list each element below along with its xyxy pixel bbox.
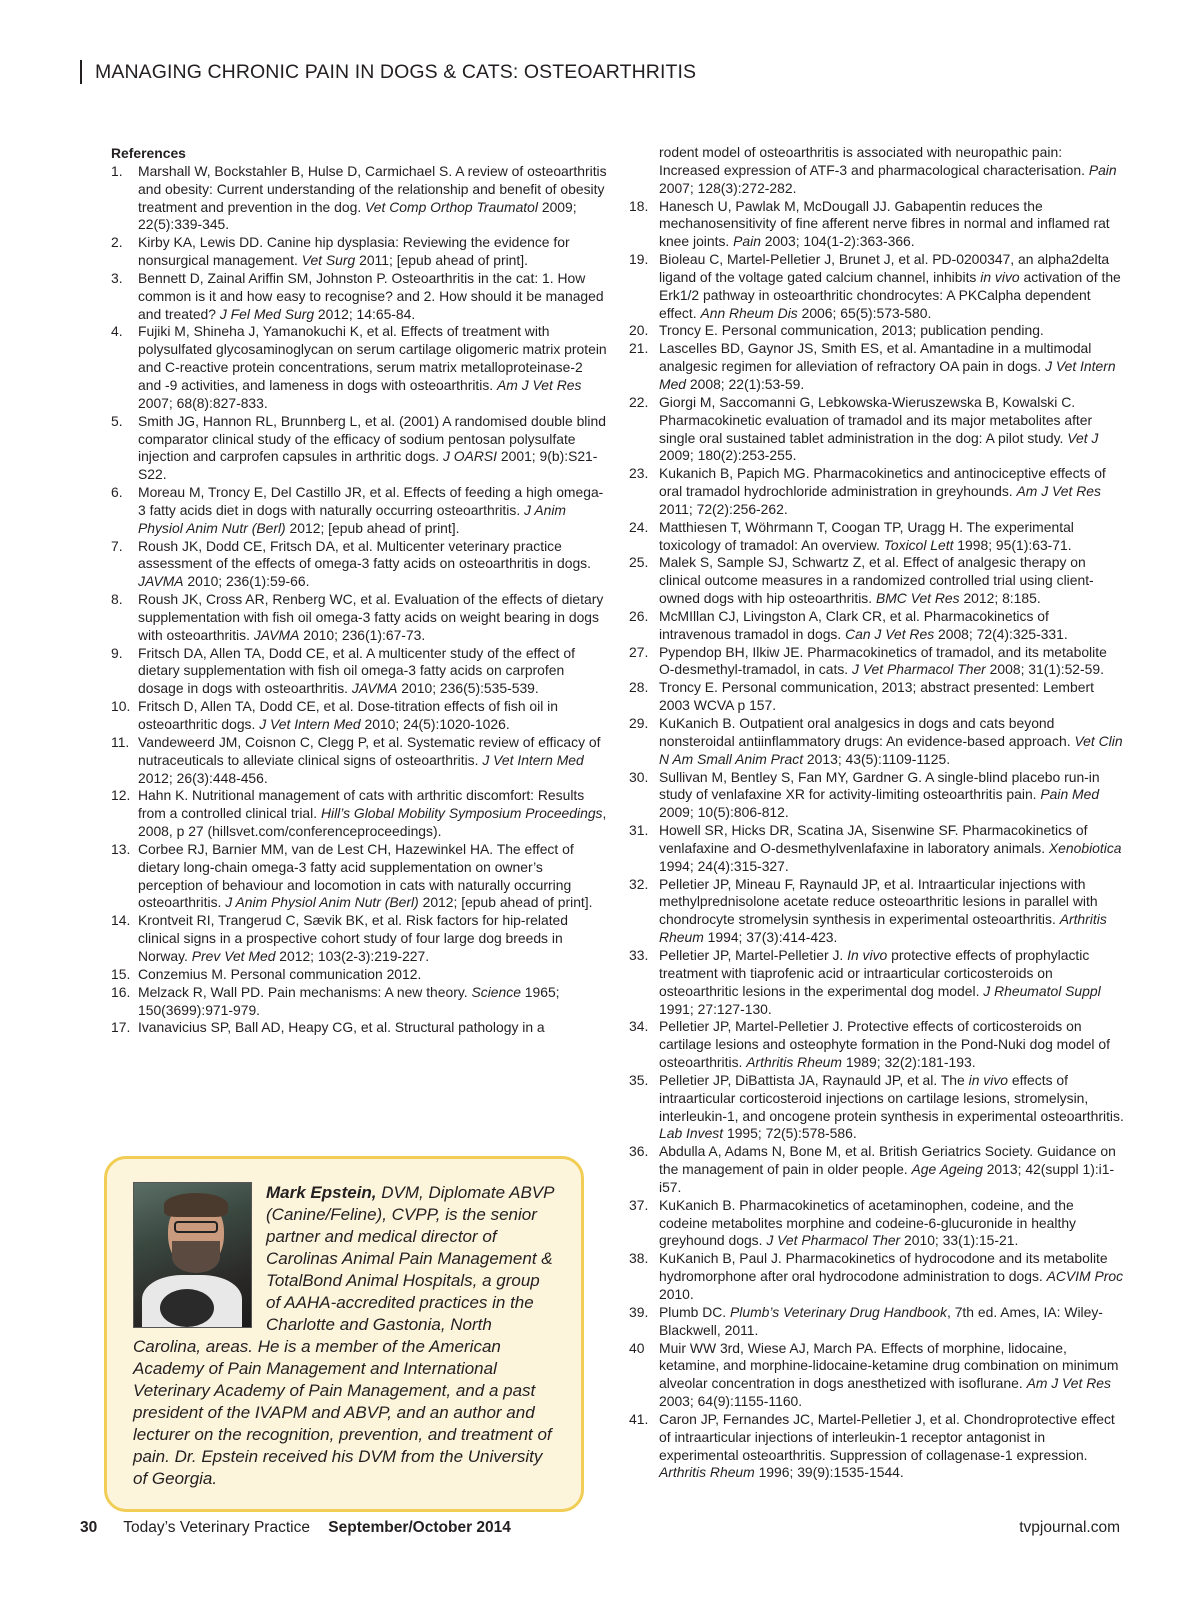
reference-item — [111, 484, 608, 538]
reference-item — [629, 1304, 1124, 1340]
reference-text: Smith JG, Hannon RL, Brunnberg L, et al. (2001) A randomised double blind comparator clinical study of the efficacy of sodium pentosan polysulfate injection and carprofen capsules in arthritic dogs. — [138, 412, 606, 465]
journal-title: J Vet Intern Med — [259, 716, 361, 732]
reference-text: Giorgi M, Saccomanni G, Lebkowska-Wieruszewska B, Kowalski C. Pharmacokinetic evaluation of tramadol and its major metabolites after single oral sustained tablet administration in the dog: A pilot study. — [659, 393, 1093, 446]
reference-item — [111, 912, 608, 966]
reference-item — [629, 1143, 1124, 1197]
reference-text: Corbee RJ, Barnier MM, van de Lest CH, Hazewinkel HA. The effect of dietary long-chain omega-3 fatty acid supplementation on owner’s perception of behaviour and locomotion in cats with naturally occurring osteoarthritis. — [138, 840, 574, 911]
journal-title: Can J Vet Res — [845, 625, 935, 642]
reference-text: , 2008, p 27 (hillsvet.com/conferenceproceedings). — [138, 805, 607, 840]
reference-text: Muir WW 3rd, Wiese AJ, March PA. Effects of morphine, lidocaine, ketamine, and morphine-lidocaine-ketamine drug combination on minimum alveolar concentration in dogs anesthetized with isoflurane. — [659, 1339, 1119, 1392]
reference-text: 2012; [epub ahead of print]. — [285, 519, 460, 536]
page-number: 30 — [80, 1519, 98, 1536]
reference-text: 2012; 14:65-84. — [314, 305, 416, 322]
reference-number: 30. — [629, 768, 649, 785]
reference-text: KuKanich B. Pharmacokinetics of acetaminophen, codeine, and the codeine metabolites morphine and codeine-6-glucuronide in healthy greyhound dogs. — [659, 1196, 1076, 1249]
reference-text: protective effects of prophylactic treatment with tiaprofenic acid or intraarticular corticosteroids on osteoarthritic lesions in the experimental dog model. — [659, 946, 1090, 999]
reference-text: Marshall W, Bockstahler B, Hulse D, Carmichael S. A review of osteoarthritis and obesity: Current understanding of the relationship and benefit of obesity treatment and prevention in the dog. — [138, 162, 607, 215]
reference-text: effects of intraarticular corticosteroid injections on cartilage lesions, stromelysin, interleukin-1, and oncogene protein synthesis in experimental osteoarthritis. — [659, 1071, 1124, 1124]
journal-title: in vivo — [980, 268, 1020, 285]
journal-title: In vivo — [847, 946, 888, 963]
reference-number: 32. — [629, 875, 649, 892]
reference-text: 2012; [epub ahead of print]. — [418, 894, 593, 911]
reference-text: 1998; 95(1):63-71. — [953, 536, 1072, 553]
reference-number: 10. — [111, 698, 131, 715]
reference-number: 40 — [629, 1339, 645, 1356]
reference-text: 2012; 103(2-3):219-227. — [275, 947, 430, 964]
reference-item — [111, 591, 608, 645]
reference-number: 37. — [629, 1196, 649, 1213]
journal-title: ACVIM Proc — [1046, 1268, 1124, 1285]
reference-number: 11. — [111, 733, 130, 750]
reference-item — [629, 251, 1124, 322]
reference-text: Pelletier JP, Martel-Pelletier J. Protective effects of corticosteroids on cartilage lesions and osteophyte formation in the Pond-Nuki dog model of osteoarthritis. — [659, 1018, 1110, 1071]
journal-title: JAVMA — [351, 680, 398, 697]
journal-title: Prev Vet Med — [191, 947, 276, 964]
reference-item — [629, 465, 1124, 519]
reference-item — [629, 322, 1124, 340]
reference-item — [111, 966, 608, 984]
reference-item — [629, 822, 1124, 876]
references-list-right — [629, 198, 1124, 1483]
reference-number: 35. — [629, 1071, 649, 1088]
reference-text: rodent model of osteoarthritis is associated with neuropathic pain: Increased expression of ATF-3 and pharmacological characterisation. — [659, 144, 1089, 178]
reference-text: Plumb DC. — [659, 1303, 731, 1320]
reference-item — [111, 413, 608, 484]
author-bio-box — [104, 1156, 584, 1512]
reference-item — [629, 1250, 1124, 1304]
reference-text: Matthiesen T, Wöhrmann T, Coogan TP, Uragg H. The experimental toxicology of tramadol: An overview. — [659, 518, 1074, 553]
journal-title: Xenobiotica — [1048, 839, 1122, 856]
reference-item — [111, 841, 608, 912]
reference-text: 2012; 26(3):448-456. — [138, 769, 268, 786]
reference-item — [111, 984, 608, 1020]
reference-text: 2009; 22(5):339-345. — [138, 198, 577, 233]
reference-number: 27. — [629, 643, 649, 660]
references-list-left — [111, 163, 608, 1037]
reference-number: 24. — [629, 518, 649, 535]
issue-date: September/October 2014 — [328, 1519, 511, 1536]
reference-item — [629, 1340, 1124, 1411]
journal-title: Lab Invest — [659, 1125, 724, 1142]
journal-title: Toxicol Lett — [883, 536, 954, 553]
reference-text: 1995; 72(5):578-586. — [723, 1125, 857, 1142]
reference-text: 2008; 31(1):52-59. — [985, 661, 1104, 678]
reference-item — [111, 787, 608, 841]
reference-text: 1996; 39(9):1535-1544. — [754, 1464, 904, 1481]
reference-text: Fujiki M, Shineha J, Yamanokuchi K, et al. Effects of treatment with polysulfated glycosaminoglycan on serum cartilage oligomeric matrix protein and C-reactive protein concentrations, serum matrix metalloproteinase-2 and -9 activities, and lameness in dogs with osteoarthritis. — [138, 323, 607, 393]
reference-text: 2011; 72(2):256-262. — [659, 500, 788, 517]
reference-text: 2011; [epub ahead of print]. — [355, 252, 528, 269]
reference-text: Hahn K. Nutritional management of cats with arthritic discomfort: Results from a controlled clinical trial. — [138, 787, 585, 822]
reference-number: 15. — [111, 965, 131, 982]
reference-text: 1994; 37(3):414-423. — [703, 929, 838, 946]
journal-title: Arthritis Rheum — [659, 1464, 755, 1481]
reference-text: Bioleau C, Martel-Pelletier J, Brunet J, et al. PD-0200347, an alpha2delta ligand of the voltage gated calcium channel, inhibits — [659, 251, 1110, 285]
author-bio-text: DVM, Diplomate ABVP (Canine/Feline), CVPP, is the senior partner and medical director of Carolinas Animal Pain Management & TotalBond Animal Hospitals, a group of AAHA-accredited practices in the Charlotte and Gastonia, North Carolina, areas. He is a member of the American Academy of Pain Management and International Veterinary Academy of Pain Management, and a past president of the IVAPM and ABVP, and an author and lecturer on the recognition, prevention, and treatment of pain. Dr. Epstein received his DVM from the University of Georgia. — [133, 1183, 554, 1488]
journal-title: Plumb’s Veterinary Drug Handbook — [730, 1303, 947, 1320]
journal-title: Age Ageing — [911, 1161, 983, 1178]
reference-number: 23. — [629, 465, 649, 482]
reference-text: Malek S, Sample SJ, Schwartz Z, et al. Effect of analgesic therapy on clinical outcome measures in a randomized controlled trial using client-owned dogs with hip osteoarthritis. — [659, 554, 1094, 607]
reference-item — [629, 1197, 1124, 1251]
references-heading: References — [111, 145, 186, 161]
reference-text: 2010; 24(5):1020-1026. — [360, 716, 510, 732]
reference-number: 34. — [629, 1018, 649, 1035]
reference-number: 25. — [629, 554, 649, 571]
reference-text: 2008; 72(4):325-331. — [934, 625, 1068, 642]
reference-text: Kukanich B, Papich MG. Pharmacokinetics and antinociceptive effects of oral tramadol hydrochloride administration in greyhounds. — [659, 465, 1106, 500]
journal-title: JAVMA — [253, 626, 300, 643]
reference-item — [629, 1411, 1124, 1482]
reference-number: 28. — [629, 679, 649, 696]
references-column-right — [629, 144, 1124, 1482]
journal-title: J Vet Pharmacol Ther — [766, 1232, 901, 1249]
journal-title: J Vet Intern Med — [659, 358, 1116, 392]
reference-number: 20. — [629, 322, 649, 339]
reference-number: 29. — [629, 715, 649, 731]
journal-title: J OARSI — [443, 448, 498, 465]
reference-text: Ivanavicius SP, Ball AD, Heapy CG, et al. Structural pathology in a — [138, 1019, 545, 1036]
journal-title: Pain — [733, 233, 761, 250]
reference-item — [629, 394, 1124, 465]
page-footer — [80, 1519, 1120, 1537]
journal-title: J Anim Physiol Anim Nutr (Berl) — [225, 894, 419, 911]
journal-title: J Rheumatol Suppl — [983, 982, 1101, 999]
reference-number: 7. — [111, 537, 123, 554]
journal-title: Vet Surg — [301, 252, 356, 269]
reference-number: 36. — [629, 1143, 649, 1160]
reference-item — [629, 198, 1124, 252]
reference-text: Troncy E. Personal communication, 2013; abstract presented: Lembert 2003 WCVA p 157. — [659, 679, 1094, 714]
reference-number: 3. — [111, 269, 123, 286]
reference-number: 22. — [629, 393, 649, 410]
reference-number: 33. — [629, 946, 649, 963]
reference-text: 2013; 42(suppl 1):i1-i57. — [659, 1161, 1115, 1195]
reference-text: Pelletier JP, Martel-Pelletier J. — [659, 946, 848, 963]
reference-item — [629, 554, 1124, 608]
reference-text: Fritsch D, Allen TA, Dodd CE, et al. Dose-titration effects of fish oil in osteoarthritic dogs. — [138, 698, 558, 732]
reference-text: 2006; 65(5):573-580. — [797, 304, 932, 321]
journal-title: in vivo — [968, 1071, 1008, 1088]
reference-text: Abdulla A, Adams N, Bone M, et al. British Geriatrics Society. Guidance on the management of pain in older people. — [659, 1143, 1116, 1178]
reference-text: Krontveit RI, Trangerud C, Sævik BK, et al. Risk factors for hip-related clinical signs in a prospective cohort study of four large dog breeds in Norway. — [138, 912, 569, 964]
reference-number: 19. — [629, 251, 649, 268]
reference-text: 2003; 64(9):1155-1160. — [659, 1393, 803, 1410]
reference-text: Sullivan M, Bentley S, Fan MY, Gardner G. A single-blind placebo run-in study of venlafaxine XR for activity-limiting osteoarthritis pain. — [659, 768, 1100, 803]
reference-17-continuation — [629, 144, 1124, 198]
reference-text: 2012; 8:185. — [959, 590, 1041, 607]
journal-title: Am J Vet Res — [1026, 1375, 1111, 1392]
journal-title: JAVMA — [138, 573, 184, 590]
reference-text: KuKanich B, Paul J. Pharmacokinetics of hydrocodone and its metabolite hydromorphone after oral hydrocodone administration to dogs. — [659, 1250, 1108, 1285]
reference-item — [111, 163, 608, 234]
reference-text: 2007; 68(8):827-833. — [138, 394, 268, 411]
reference-text: 1989; 32(2):181-193. — [841, 1054, 976, 1071]
reference-text: 2009; 10(5):806-812. — [659, 804, 789, 821]
reference-number: 13. — [111, 840, 131, 857]
reference-number: 16. — [111, 983, 131, 1000]
reference-item — [629, 876, 1124, 947]
reference-number: 8. — [111, 591, 123, 608]
reference-text: 2009; 180(2):253-255. — [659, 447, 797, 464]
reference-text: 2010; 33(1):15-21. — [900, 1232, 1019, 1249]
reference-text: 2001; 9(b):S21-S22. — [138, 448, 598, 483]
reference-text: Lascelles BD, Gaynor JS, Smith ES, et al. Amantadine in a multimodal analgesic regimen for alleviation of refractory OA pain in dogs. — [659, 340, 1092, 375]
reference-text: Conzemius M. Personal communication 2012. — [138, 965, 422, 982]
reference-item — [629, 1018, 1124, 1072]
reference-text: , 7th ed. Ames, IA: Wiley-Blackwell, 2011. — [659, 1303, 1103, 1338]
reference-item — [111, 645, 608, 699]
reference-number: 6. — [111, 484, 123, 501]
reference-text: 1994; 24(4):315-327. — [659, 857, 789, 874]
reference-number: 41. — [629, 1410, 649, 1427]
journal-title: Hill’s Global Mobility Symposium Proceedings — [320, 805, 603, 822]
journal-title: Arthritis Rheum — [659, 911, 1107, 946]
reference-number: 12. — [111, 787, 131, 804]
journal-title: J Vet Pharmacol Ther — [852, 661, 986, 678]
reference-text: 2013; 43(5):1109-1125. — [803, 750, 951, 767]
reference-text: Roush JK, Dodd CE, Fritsch DA, et al. Multicenter veterinary practice assessment of the effects of omega-3 fatty acids on osteoarthritis in dogs. — [138, 537, 591, 572]
publication-name: Today’s Veterinary Practice — [123, 1519, 310, 1536]
reference-text: Pypendop BH, Ilkiw JE. Pharmacokinetics of tramadol, and its metabolite O-desmethyl-tramadol, in cats. — [659, 643, 1107, 678]
reference-item — [111, 538, 608, 592]
reference-text: McMIllan CJ, Livingston A, Clark CR, et al. Pharmacokinetics of intravenous tramadol in dogs. — [659, 607, 1049, 642]
reference-item — [629, 608, 1124, 644]
reference-text: Bennett D, Zainal Ariffin SM, Johnston P. Osteoarthritis in the cat: 1. How common is it and how easy to recognise? and 2. How should it be managed and treated? — [138, 269, 604, 322]
reference-text: 1991; 27:127-130. — [659, 1000, 772, 1017]
journal-title: BMC Vet Res — [875, 590, 960, 607]
reference-number: 39. — [629, 1303, 649, 1320]
reference-text: Troncy E. Personal communication, 2013; publication pending. — [659, 322, 1044, 339]
author-photo — [133, 1182, 252, 1328]
reference-item — [629, 340, 1124, 394]
reference-number: 26. — [629, 607, 649, 624]
reference-text: 2003; 104(1-2):363-366. — [760, 233, 915, 250]
reference-text: 2007; 128(3):272-282. — [659, 179, 797, 196]
reference-text: 2010; 236(5):535-539. — [397, 680, 539, 697]
journal-title: Am J Vet Res — [1016, 483, 1101, 500]
reference-text: Pelletier JP, Mineau F, Raynauld JP, et al. Intraarticular injections with methylprednisolone acetate reduce osteoarthritic lesions in parallel with chondrocyte stromelysin synthesis in experimental osteoarthritis. — [659, 875, 1098, 928]
journal-title: Vet Comp Orthop Traumatol — [365, 198, 538, 215]
reference-number: 9. — [111, 644, 123, 661]
reference-number: 38. — [629, 1250, 649, 1267]
author-name: Mark Epstein, — [266, 1183, 377, 1202]
reference-text: Roush JK, Cross AR, Renberg WC, et al. Evaluation of the effects of dietary supplementation with fish oil omega-3 fatty acids on weight bearing in dogs with osteoarthritis. — [138, 591, 604, 643]
journal-title: Science — [471, 983, 521, 1000]
reference-item — [111, 1019, 608, 1037]
journal-title: Vet Clin N Am Small Anim Pract — [659, 732, 1123, 767]
reference-item — [629, 679, 1124, 715]
reference-text: 1965; 150(3699):971-979. — [138, 983, 560, 1018]
journal-title: J Vet Intern Med — [482, 751, 584, 768]
reference-item — [629, 769, 1124, 823]
reference-item — [111, 234, 608, 270]
reference-text: Hanesch U, Pawlak M, McDougall JJ. Gabapentin reduces the mechanosensitivity of fine afferent nerve fibres in normal and inflamed rat knee joints. — [659, 197, 1110, 250]
reference-number: 14. — [111, 912, 131, 929]
journal-title: Ann Rheum Dis — [700, 304, 798, 321]
reference-number: 18. — [629, 197, 649, 214]
reference-item — [629, 715, 1124, 769]
reference-item — [629, 519, 1124, 555]
reference-text: activation of the Erk1/2 pathway in osteoarthritic chondrocytes: A PKCalpha dependent effect. — [659, 268, 1121, 321]
reference-text: 2010. — [659, 1286, 694, 1302]
reference-text: KuKanich B. Outpatient oral analgesics in dogs and cats beyond nonsteroidal antiinflammatory drugs: An evidence-based approach. — [659, 715, 1075, 749]
reference-item — [629, 947, 1124, 1018]
reference-number: 4. — [111, 323, 123, 340]
reference-text: Howell SR, Hicks DR, Scatina JA, Sisenwine SF. Pharmacokinetics of venlafaxine and O-desmethylvenlafaxine in laboratory animals. — [659, 822, 1088, 856]
running-header — [80, 60, 696, 84]
reference-text: Pelletier JP, DiBattista JA, Raynauld JP, et al. The — [659, 1071, 969, 1088]
reference-text: Fritsch DA, Allen TA, Dodd CE, et al. A multicenter study of the effect of dietary supplementation with fish oil omega-3 fatty acids on carprofen dosage in dogs with osteoarthritis. — [138, 644, 575, 697]
journal-title: Pain — [1088, 161, 1117, 178]
reference-text: 2008; 22(1):53-59. — [686, 375, 805, 392]
reference-number: 5. — [111, 412, 123, 429]
reference-item — [629, 1072, 1124, 1143]
reference-text: 2010; 236(1):59-66. — [183, 573, 310, 590]
reference-item — [111, 734, 608, 788]
references-column-left — [111, 145, 608, 1037]
journal-title: J Anim Physiol Anim Nutr (Berl) — [138, 501, 566, 536]
reference-item — [111, 323, 608, 412]
reference-text: 2010; 236(1):67-73. — [299, 626, 426, 643]
reference-number: 21. — [629, 340, 649, 357]
reference-item — [111, 698, 608, 734]
journal-title: Pain Med — [1040, 786, 1100, 803]
reference-text: Moreau M, Troncy E, Del Castillo JR, et al. Effects of feeding a high omega-3 fatty acids diet in dogs with naturally occurring osteoarthritis. — [138, 484, 604, 518]
reference-item — [111, 270, 608, 324]
header-title: MANAGING CHRONIC PAIN IN DOGS & CATS: OSTEOARTHRITIS — [95, 60, 697, 83]
reference-text: Kirby KA, Lewis DD. Canine hip dysplasia: Reviewing the evidence for nonsurgical management. — [138, 234, 570, 269]
journal-title: J Fel Med Surg — [219, 305, 315, 322]
reference-text: Vandeweerd JM, Coisnon C, Clegg P, et al. Systematic review of efficacy of nutraceuticals to alleviate clinical signs of osteoarthritis. — [138, 733, 601, 768]
reference-number: 1. — [111, 162, 123, 179]
website-link[interactable]: tvpjournal.com — [1019, 1519, 1120, 1536]
journal-title: Vet J — [1067, 429, 1099, 446]
reference-text: Melzack R, Wall PD. Pain mechanisms: A new theory. — [138, 983, 472, 1000]
journal-title: Am J Vet Res — [497, 376, 582, 393]
reference-number: 31. — [629, 822, 649, 839]
reference-number: 2. — [111, 234, 123, 251]
reference-text: Caron JP, Fernandes JC, Martel-Pelletier J, et al. Chondroprotective effect of intraarticular injections of interleukin-1 receptor antagonist in experimental osteoarthritis. Suppression of collagenase-1 expression. — [659, 1410, 1115, 1463]
reference-item — [629, 644, 1124, 680]
reference-number: 17. — [111, 1019, 131, 1036]
header-rule — [80, 60, 82, 84]
journal-title: Arthritis Rheum — [746, 1054, 842, 1071]
